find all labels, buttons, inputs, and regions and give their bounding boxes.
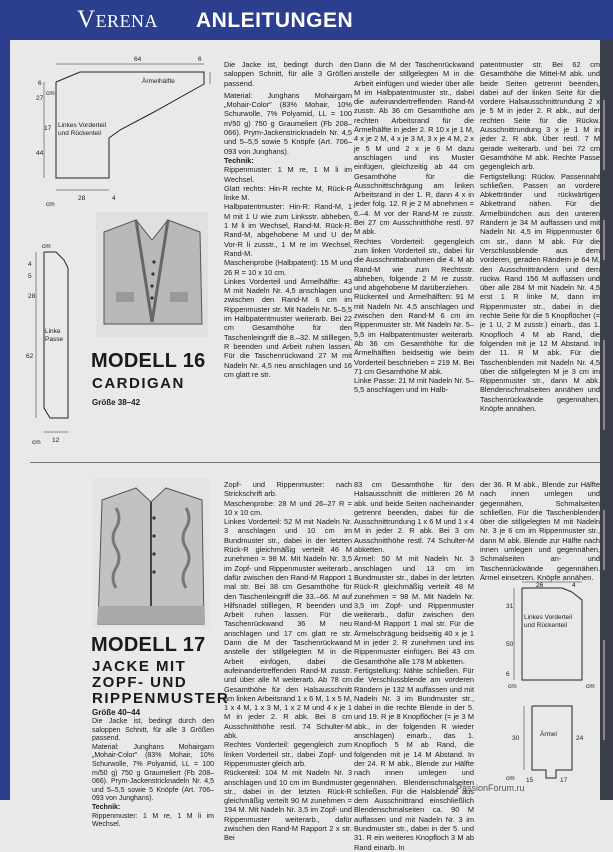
svg-text:17: 17 xyxy=(44,125,52,132)
svg-text:24: 24 xyxy=(576,735,584,742)
model17-jacket-photo xyxy=(92,478,210,628)
svg-text:cm: cm xyxy=(586,683,595,690)
model17-sleeve-diagram xyxy=(502,700,600,784)
svg-text:64: 64 xyxy=(134,56,142,63)
model17-front-diagram: 26 4 31 50 6 cm cm Linkes Vorderteil und Rückenteil xyxy=(506,582,595,690)
svg-text:17: 17 xyxy=(560,777,568,784)
model17-name-line-3: RIPPENMUSTER xyxy=(92,690,230,707)
svg-text:44: 44 xyxy=(36,150,44,157)
model17-number: MODELL 17 xyxy=(91,634,206,656)
svg-text:cm: cm xyxy=(508,683,517,690)
svg-text:4: 4 xyxy=(112,195,116,202)
svg-text:cm: cm xyxy=(506,775,515,782)
binding-strip xyxy=(600,40,613,800)
model17-size: Größe 40–44 xyxy=(92,708,141,717)
model16-number: MODELL 16 xyxy=(91,350,206,372)
svg-text:27: 27 xyxy=(36,95,44,102)
model16-size: Größe 38–42 xyxy=(92,398,141,407)
model16-name: CARDIGAN xyxy=(92,375,185,392)
text-column-0-bottom: Die Jacke ist, bedingt durch den saloppen Schnitt, für alle 3 Größen passend. Material: Junghans Mohairgarn „Mohair-Color" (83% Mohair, 10% Schurwolle, 7% Polyamid, LL = 100 m/50 g) 750 g Graumeliert (Fb 208–066). Prym-Jackenstricknadeln Nr. 4,5 und 5–5,5 sowie 5 Knöpfe (Art. 706–093 von Junghans). Technik: Rippenmuster: 1 M re, 1 M li im Wechsel. xyxy=(92,718,214,829)
svg-text:28: 28 xyxy=(28,293,36,300)
text-column-2-bottom: 83 cm Gesamthöhe für den Halsausschnitt die mittleren 26 M abk. und beide Seiten nacheinander getrennt beenden, dabei für die Ausschnittrundung 1 x 6 M und 1 x 4 M in jeder 2. R abk. Bei 3 cm Ausschnitthöhe restl. 74 Schulter-M abketten. Ärmel: 50 M mit Nadeln Nr. 3 anschlagen und 13 cm im Bundmuster str., dabei in der letzten Rück-R gleichmäßig verteilt 48 M zunehmen = 98 M. Mit Nadeln Nr. 3,5 im Zopf- und Rippenmuster weiterarb., dafür zwischen den Rand-M Rapport 1 mal str. Für die Ärmelschrägung beidseitig 40 x je 1 M in jeder 2. R zunehmen und ins Rippenmuster einfügen. Bei 43 cm Gesamthöhe alle 178 M abketten. Fertigstellung: Nähte schließen. Für die Verschlussblende am vorderen Rändern je 132 M auffassen und mit Nadeln Nr. 3 im Bundmuster str., dabei in die rechte Blende in der 5. und 19. R je 8 Knopflöcher (= je 3 M abk., in der folgenden R wieder anschlagen) einarb., das 1. Knopfloch 5 M ab Rand, die folgenden mit je 14 M Abstand. In der 24. R M abk., Blende zur Hälfte nach innen umlegen und gegennähen. Blendenschmalseiten schließen. Für die Halsblende aus dem Ausschnittrand einschließlich Blendenschmalseiten ca. 90 M auffassen und mit Nadeln Nr. 3 im Bundmuster str., dabei in der 5. und 31. R ein weiteres Knopfloch 3 M ab Rand einarb. In xyxy=(354,480,474,852)
svg-text:4: 4 xyxy=(572,582,576,589)
text-column-3-top: patentmuster str. Bei 62 cm Gesamthöhe die Mittel-M abk. und beide Seiten getrennt beenden, dabei auf der linken Seite für die vordere Halsausschnittrundung 2 x je 5 M in jeder 2. R abk., auf der rechten Seite für die Rückw. Ausschnittrundung 3 x je 1 M in jeder 2. R abk. Über restl. 7 M gerade weiterarb. und bei 72 cm Gesamthöhe M abk. Rechte Passe gegengleich arb. Fertigstellung: Rückw. Passennaht schließen. Passen an vordere Abkettränder und rückwärtigen Abkettrand nähen. Für die Ärmelbündchen aus den unteren Rändern je 34 M auffassen und mit Nadeln Nr. 4,5 im Rippenmuster 6 cm str., dann M abk. Für die Verschlussblende aus dem vorderen, geraden Rändern je 64 M, den Ausschnitträndern und dem rückw. Rand 156 M auffassen und über alle 284 M mit Nadeln Nr. 4,5 erst 1 R linke M, dann im Rippenmuster str., dabei in die rechte Seite für die 5 Knopflöcher (= je 1 U, 2 M zusstr.) einarb., das 1. Knopfloch 4 M ab Rand, die folgenden mit je 12 M Abstand. In der 11. R M abk. Für die Taschenblenden mit Nadeln Nr. 4,5 über die stillgelegten M je 3 cm im Rippenmuster str., dann M abk. Blendenschmalseiten annähen und Taschenrückwände gegennähen, Knöpfe annähen. xyxy=(480,60,600,413)
text-column-2-top: Dann die M der Taschenrückwand anstelle der stillgelegten M in die Arbeit einfügen und wieder über alle M im Halbpatentmuster str., dabei die aufeinandertreffenden Rand-M zusstr. Ab 36 cm Gesamthöhe am rechten Arbeitsrand für die Ärmelhälfte in jeder 2. R 10 x je 1 M, 4 x je 2 M, 4 x je 3 M, 3 x je 4 M, 2 x je 5 M und 2 x je 6 M dazu anschlagen und ins Muster einfügen, gleichzeitig ab 44 cm Gesamthöhe für die Ausschnittschrägung am linken Arbeitsrand in der 1. R, dann 4 x in jeder folg. 12. R je 2 M abnehmen = 6.–4. M vor der Rand-M re zusstr. Bei 27 cm Ausschnitthöhe restl. 97 M abk. Rechtes Vorderteil: gegengleich zum linken Vorderteil str., dabei für die Ausschnittabnahmen die 4. M ab Rand-M wie zum Rechtsstr. abheben, folgende 2 M re zusstr. und abgehobene M darüberziehen. Rückenteil und Ärmelhälften: 91 M mit Nadeln Nr. 4,5 anschlagen und zwischen den Rand-M 6 cm im Rippenmuster str. Mit Nadeln Nr. 5–5,5 im Halbpatentmuster weiterarb. Ab 36 cm Gesamthöhe für die Ärmelhälften beidseitig wie beim Vorderteil beschrieben = 219 M. Bei 71 cm Gesamthöhe M abk. Linke Passe: 21 M mit Nadeln Nr. 5–5,5 anschlagen und im Halb- xyxy=(354,60,474,395)
header-bar xyxy=(0,0,613,40)
text-column-3-bottom: der 36. R M abk., Blende zur Hälfte nach innen umlegen und gegennähen, Schmalseiten schließen. Für die Taschenblenden über die stillgelegten M mit Nadeln Nr. 3 je 6 cm im Rippenmuster str., dann M abk. Blende zur Hälfte nach innen umlegen und gegennähen, Schmalseiten an- und Taschenrückwände gegennähen. Ärmel einsetzen. Knöpfe annähen. xyxy=(480,480,600,582)
left-edge-strip xyxy=(0,40,10,800)
svg-text:30: 30 xyxy=(512,735,520,742)
svg-text:6: 6 xyxy=(38,80,42,87)
svg-text:6: 6 xyxy=(198,56,202,63)
svg-text:28: 28 xyxy=(78,195,86,202)
svg-text:cm: cm xyxy=(42,243,51,250)
svg-text:12: 12 xyxy=(52,437,60,444)
svg-text:62: 62 xyxy=(26,353,34,360)
model16-cardigan-photo xyxy=(96,212,208,337)
brand-logo: VERENA xyxy=(77,6,159,33)
svg-text:Ärmel: Ärmel xyxy=(540,731,557,738)
text-column-1-top: Die Jacke ist, bedingt durch den saloppen Schnitt, für alle 3 Größen passend. Material: Junghans Mohairgarn „Mohair-Color" (83% Mohair, 10% Schurwolle, 7% Polyamid, LL = 100 m/50 g) 750 g Graumeliert (Fb 208–066). Prym-Jackenstricknadeln Nr. 4,5 und 5–5,5 sowie 5 Knöpfe (Art. 706–093 von Junghans). Technik: Rippenmuster: 1 M re, 1 M li im Wechsel. Glatt rechts: Hin-R rechte M, Rück-R linke M. Halbpatentmuster: Hin-R: Rand-M, 1 M mit 1 U wie zum Linksstr. abheben, 1 M li im Wechsel, Rand-M. Rück-R: Rand-M, abgehobene M und U der Vor-R li zusstr., 1 M re im Wechsel, Rand-M. Maschenprobe (Halbpatent): 15 M und 26 R = 10 x 10 cm. Linkes Vorderteil und Ärmelhälfte: 43 M mit Nadeln Nr. 4,5 anschlagen und zwischen den Rand-M 6 cm im Rippenmuster str. Mit Nadeln Nr. 5–5,5 im Halbpatentmuster weiterarb. Bei 22 cm Gesamthöhe für den Taschenleingriff die 8.–32. M stilllegen, R beenden und Arbeit ruhen lassen. Für die Taschenrückwand 27 M mit Nadeln Nr. 4,5 neu anschlagen und 16 cm glatt re str. xyxy=(224,60,352,379)
model17-name-line-1: JACKE MIT xyxy=(92,658,187,675)
model16-pattern-diagram: 64 6 27 6 17 44 28 4 cm cm Ärmelhälfte Linkes Vorderteil und Rückenteil xyxy=(14,50,210,210)
svg-text:4: 4 xyxy=(28,261,32,268)
model16-passe-diagram: 28 4 5 62 12 cm cm Linke Passe xyxy=(14,238,82,448)
svg-text:15: 15 xyxy=(526,777,534,784)
text-column-1-bottom: Zopf- und Rippenmuster: nach Strickschrift arb. Maschenprobe: 28 M und 26–27 R = 10 x 10 cm. Linkes Vorderteil: 52 M mit Nadeln Nr. 3 anschlagen und 10 cm im Bundmuster str., dabei in der letzten Rück-R gleichmäßig verteilt 46 M zunehmen = 98 M. Mit Nadeln Nr. 3,5 im Zopf- und Rippenmuster weiterarb., dafür zwischen den Rand-M Rapport 1 mal str. Bei 38 cm Gesamthöhe für den Taschenleingriff die 33.–66. M auf Hilfsnadel stilllegen, R beenden und Arbeit ruhen lassen. Für die Taschenrückwand 36 M neu anschlagen und 17 cm glatt re str. Dann die M der Taschenrückwand anstelle der stillgelegten M in die Arbeit einfügen, dabei die aufeinandertreffenden Rand-M zusstr. und über alle M weiterarb. Ab 78 cm Gesamthöhe für den Halsausschnitt am linken Arbeitsrand 1 x 6 M, 1 x 5 M, 1 x 4 M, 1 x 3 M, 1 x 2 M und 4 x je 1 M in jeder 2. R abk. Bei 8 cm Ausschnitthöhe restl. 74 Schulter-M abk. Rechtes Vorderteil: gegengleich zum linken Vorderteil str., dabei Zopf- und Rippenmuster gleich arb. Rückenteil: 104 M mit Nadeln Nr. 3 anschlagen und 10 cm im Bundmuster str., dabei in der letzten Rück-R gleichmäßig verteilt 90 M zunehmen = 194 M. Mit Nadeln Nr. 3,5 im Zopf- und Rippenmuster weiterarb., dafür zwischen den Rand-M Rapport 2 x str. Bei xyxy=(224,480,352,843)
svg-text:cm: cm xyxy=(32,439,41,446)
svg-text:Ärmelhälfte: Ärmelhälfte xyxy=(142,78,175,85)
svg-text:cm: cm xyxy=(46,201,55,208)
page-title: ANLEITUNGEN xyxy=(196,9,354,32)
watermark: PassionForum.ru xyxy=(456,783,525,793)
svg-text:50: 50 xyxy=(506,641,514,648)
svg-text:26: 26 xyxy=(536,582,544,589)
svg-text:31: 31 xyxy=(506,603,514,610)
section-divider xyxy=(30,462,600,463)
svg-text:5: 5 xyxy=(28,273,32,280)
svg-text:6: 6 xyxy=(506,671,510,678)
model17-name-line-2: ZOPF- UND xyxy=(92,674,188,691)
svg-text:cm: cm xyxy=(46,90,55,97)
